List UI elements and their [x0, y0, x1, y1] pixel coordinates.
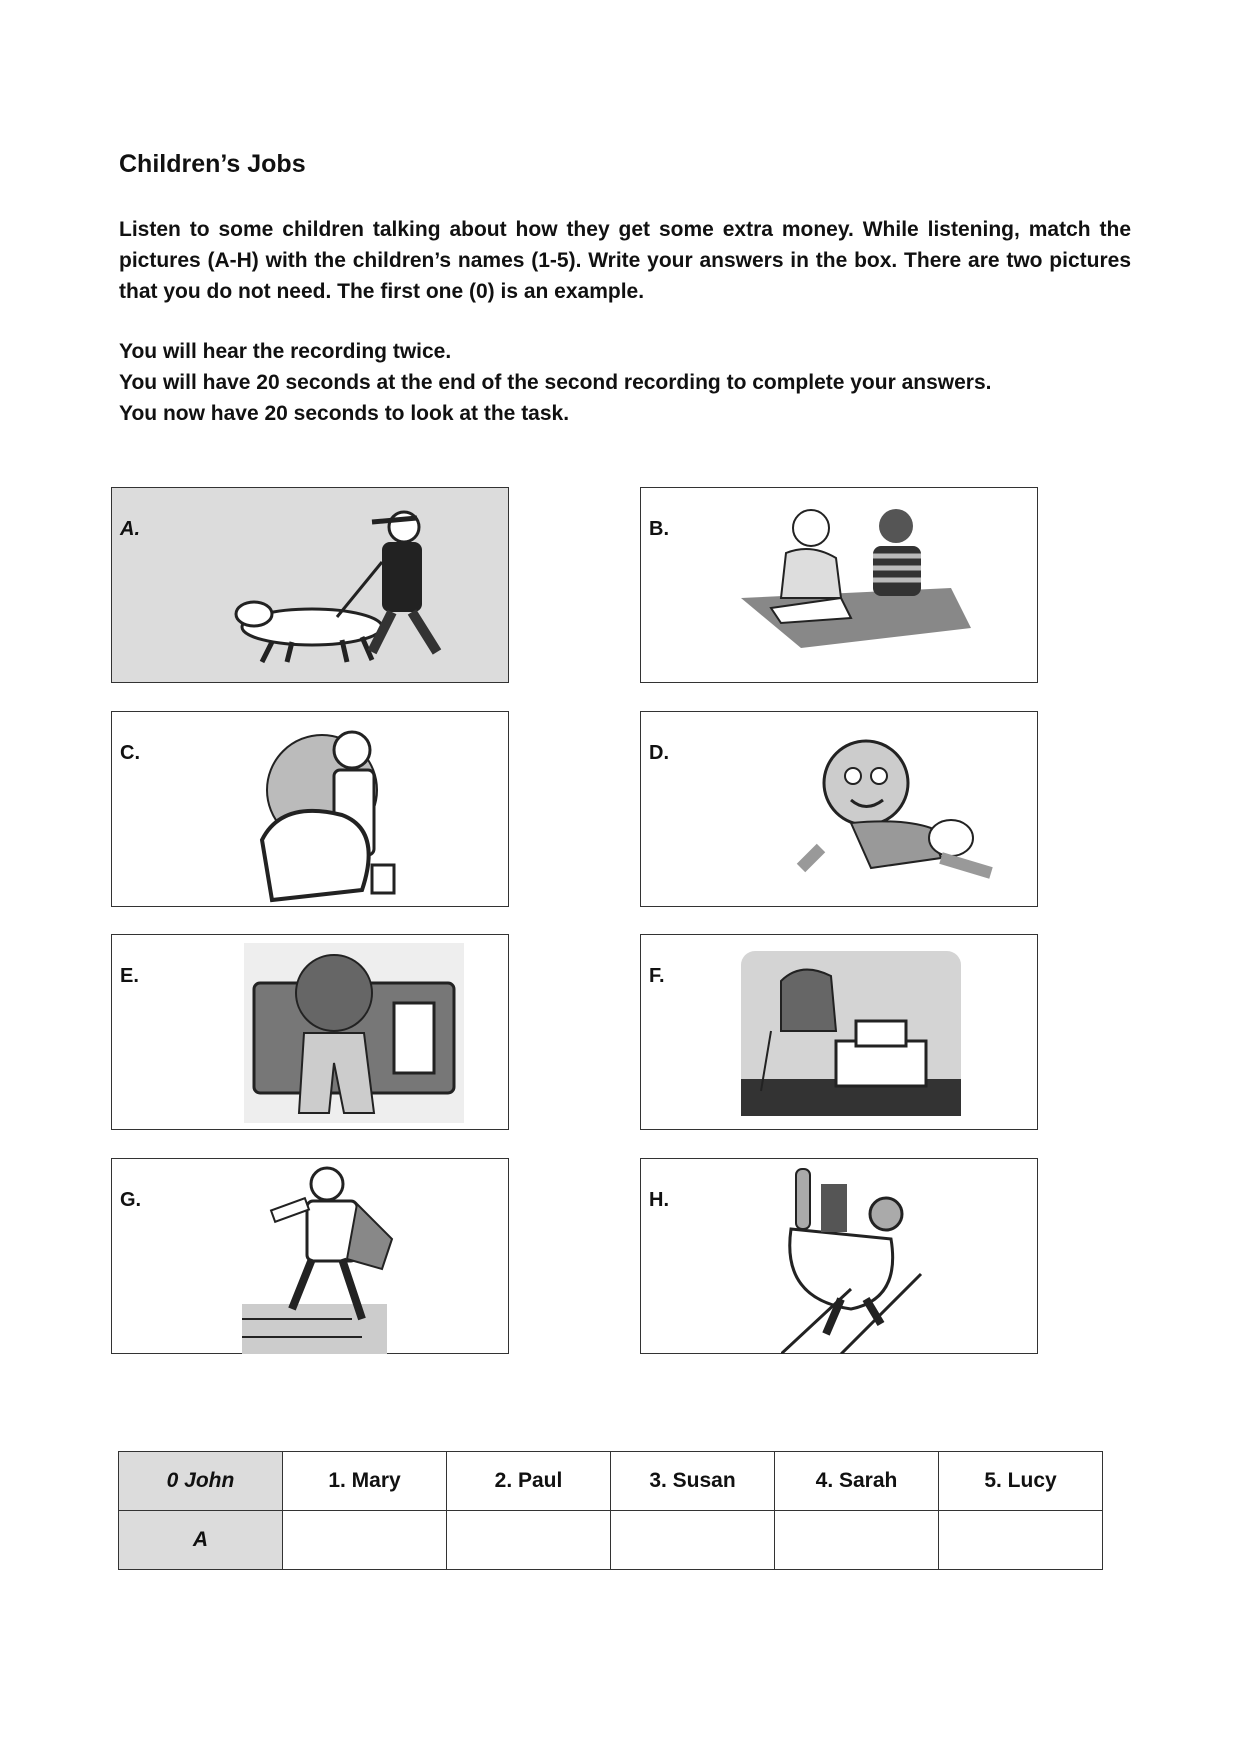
page-title: Children’s Jobs — [119, 150, 306, 178]
picture-card-e — [111, 934, 509, 1130]
babysitting-icon — [791, 728, 1011, 888]
note-line: You now have 20 seconds to look at the task. — [119, 402, 570, 425]
table-header-row — [119, 1452, 1103, 1511]
picture-label: H. — [649, 1189, 669, 1211]
dog-walking-icon — [232, 502, 472, 672]
task-notes — [119, 336, 1131, 429]
picture-label: C. — [120, 742, 140, 764]
example-answer-cell: A — [119, 1511, 283, 1570]
answer-cell[interactable] — [939, 1511, 1103, 1570]
picture-card-c — [111, 711, 509, 907]
table-answer-row — [119, 1511, 1103, 1570]
answer-cell[interactable] — [447, 1511, 611, 1570]
name-cell: 4. Sarah — [775, 1452, 939, 1511]
picture-card-a — [111, 487, 509, 683]
picture-label: B. — [649, 518, 669, 540]
homework-help-icon — [741, 498, 971, 658]
picture-card-f — [640, 934, 1038, 1130]
answer-cell[interactable] — [775, 1511, 939, 1570]
name-cell: 3. Susan — [611, 1452, 775, 1511]
picture-card-h — [640, 1158, 1038, 1354]
example-name-cell: 0 John — [119, 1452, 283, 1511]
note-line: You will have 20 seconds at the end of the second recording to complete your answers. — [119, 371, 992, 394]
name-cell: 1. Mary — [283, 1452, 447, 1511]
answer-cell[interactable] — [283, 1511, 447, 1570]
answer-cell[interactable] — [611, 1511, 775, 1570]
paper-delivery-icon — [242, 1159, 412, 1354]
picture-card-g — [111, 1158, 509, 1354]
picture-label: E. — [120, 965, 139, 987]
name-cell: 2. Paul — [447, 1452, 611, 1511]
picture-label: F. — [649, 965, 665, 987]
car-washing-icon — [252, 720, 442, 910]
note-line: You will hear the recording twice. — [119, 340, 452, 363]
picture-label: D. — [649, 742, 669, 764]
picture-card-d — [640, 711, 1038, 907]
grocery-carrying-icon — [781, 1159, 931, 1354]
name-cell: 5. Lucy — [939, 1452, 1103, 1511]
bed-making-icon — [244, 943, 464, 1123]
cash-register-icon — [741, 951, 961, 1116]
answer-table — [118, 1451, 1103, 1570]
task-instructions: Listen to some children talking about how they get some extra money. While listening, match the pictures (A-H) with the children’s names (1-5). Write your answers in the box. There are two pictures that you do not need. The first one (0) is an example. — [119, 218, 1131, 303]
picture-label: A. — [120, 518, 140, 540]
picture-label: G. — [120, 1189, 142, 1211]
picture-card-b — [640, 487, 1038, 683]
